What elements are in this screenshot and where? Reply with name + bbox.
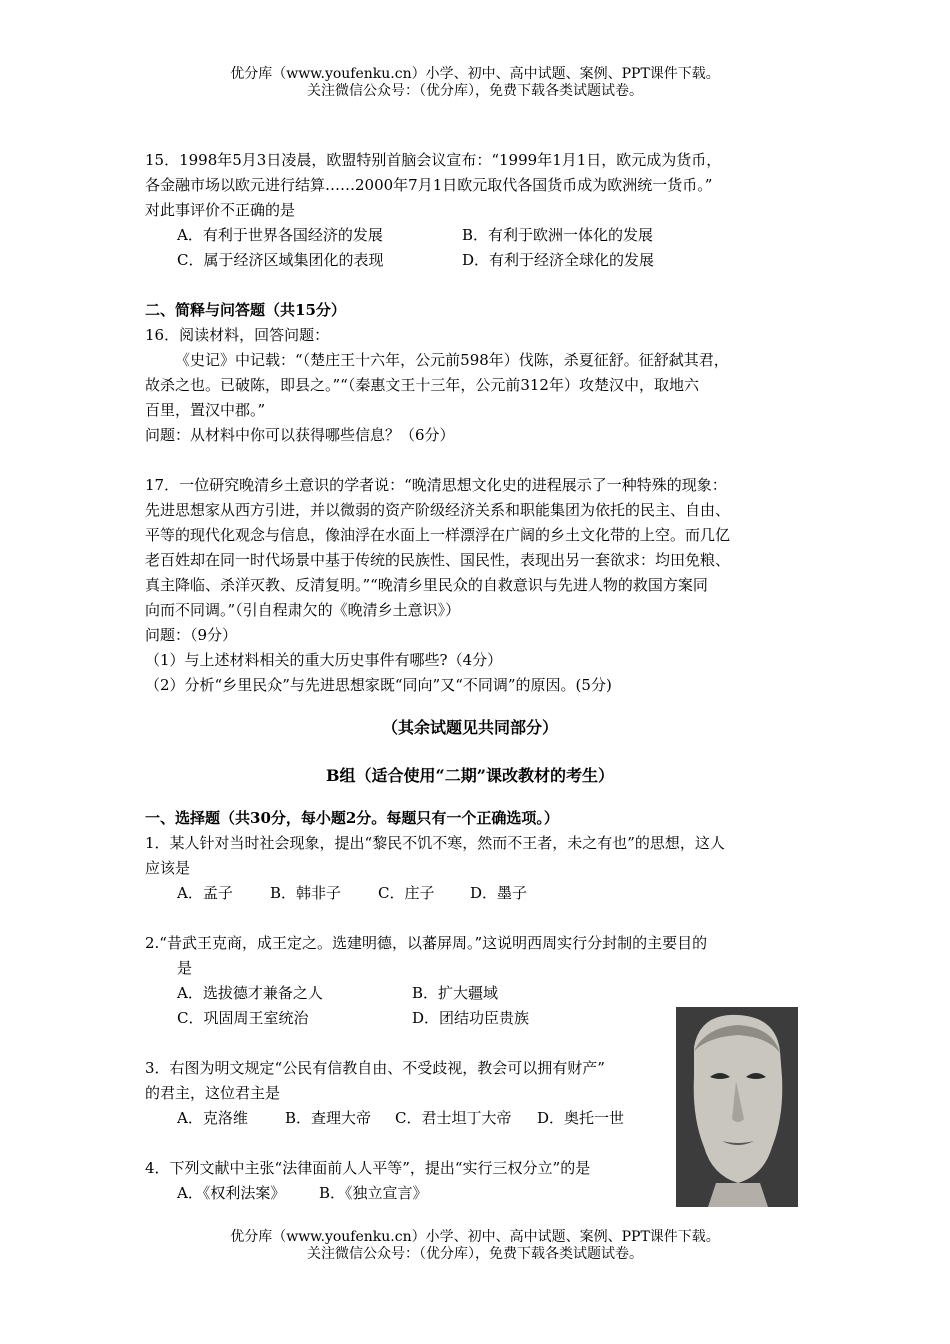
option-a: A．选拔德才兼备之人 [177, 984, 323, 1002]
option-b: B．查理大帝 [285, 1109, 372, 1127]
option-a: A．《权利法案》 [177, 1184, 286, 1202]
option-row [145, 248, 815, 273]
question-text: 是 [177, 959, 193, 977]
option-a: A．孟子 [177, 884, 233, 902]
question-text: 4．下列文献中主张“法律面前人人平等”，提出“实行三权分立”的是 [145, 1159, 591, 1177]
footer-line-1: 优分库（www.youfenku.cn）小学、初中、高中试题、案例、PPT课件下载。 [230, 1229, 720, 1245]
remaining-note: （其余试题见共同部分） [381, 718, 558, 737]
question-text: 3．右图为明文规定“公民有信教自由、不受歧视，教会可以拥有财产” [145, 1059, 605, 1077]
question-text: 2.“昔武王克商，成王定之。选建明德，以蕃屏周。”这说明西周实行分封制的主要目的 [145, 934, 708, 952]
material-text: 故杀之也。已破陈，即县之。”“（秦惠文王十三年，公元前312年）攻楚汉中，取地六 [145, 376, 699, 394]
option-b: B．《独立宣言》 [319, 1184, 428, 1202]
option-b: B．有利于欧洲一体化的发展 [462, 226, 654, 244]
statue-head-picture [676, 1007, 798, 1207]
group-b-title: B组（适合使用“二期”课改教材的考生） [326, 766, 614, 785]
option-c: C．君士坦丁大帝 [395, 1109, 512, 1127]
option-c: C．庄子 [378, 884, 435, 902]
sub-question: （2）分析“乡里民众”与先进思想家既“同向”又“不同调”的原因。(5分) [145, 676, 612, 694]
question-prompt: 问题：从材料中你可以获得哪些信息？（6分） [145, 426, 455, 444]
question-text: 应该是 [145, 859, 191, 877]
question-text: 对此事评价不正确的是 [145, 201, 296, 219]
option-row [145, 981, 815, 1006]
sub-question: （1）与上述材料相关的重大历史事件有哪些?（4分） [145, 651, 503, 669]
question-b1 [145, 831, 815, 906]
question-15 [145, 148, 815, 273]
header-line-2: 关注微信公众号：（优分库），免费下载各类试题试卷。 [307, 83, 643, 99]
section-title: 二、简释与问答题（共15分） [145, 301, 346, 319]
option-d: D．有利于经济全球化的发展 [462, 251, 655, 269]
option-row [145, 223, 815, 248]
question-text: 16．阅读材料，回答问题： [145, 326, 330, 344]
question-text: 先进思想家从西方引进，并以微弱的资产阶级经济关系和职能集团为依托的民主、自由、 [145, 501, 731, 519]
option-c: C．巩固周王室统治 [177, 1009, 309, 1027]
question-text: 1．某人针对当时社会现象，提出“黎民不饥不寒，然而不王者，未之有也”的思想，这人 [145, 834, 725, 852]
page-header [0, 66, 950, 100]
option-d: D．奥托一世 [537, 1109, 625, 1127]
option-b: B．韩非子 [270, 884, 342, 902]
material-text: 百里，置汉中郡。” [145, 401, 266, 419]
question-text: 平等的现代化观念与信息，像油浮在水面上一样漂浮在广阔的乡土文化带的上空。而几亿 [145, 526, 731, 544]
question-text: 的君主，这位君主是 [145, 1084, 281, 1102]
emperor-statue-image [676, 1007, 798, 1207]
page-footer [0, 1229, 950, 1263]
option-c: C．属于经济区域集团化的表现 [177, 251, 384, 269]
question-17 [145, 473, 815, 698]
header-line-1: 优分库（www.youfenku.cn）小学、初中、高中试题、案例、PPT课件下载。 [230, 66, 720, 82]
section-title: 一、选择题（共30分，每小题2分。每题只有一个正确选项。） [145, 809, 559, 827]
option-d: D．墨子 [470, 884, 528, 902]
question-prompt: 问题：（9分） [145, 626, 238, 644]
material-text: 《史记》中记载：“（楚庄王十六年，公元前598年）伐陈，杀夏征舒。征舒弑其君， [175, 351, 729, 369]
option-a: A．有利于世界各国经济的发展 [177, 226, 383, 244]
option-d: D．团结功臣贵族 [412, 1009, 530, 1027]
option-b: B．扩大疆域 [412, 984, 499, 1002]
question-text: 17．一位研究晚清乡土意识的学者说：“晚清思想文化史的进程展示了一种特殊的现象： [145, 476, 727, 494]
question-text: 真主降临、杀洋灭教、反清复明。”“晚清乡里民众的自救意识与先进人物的救国方案同 [145, 576, 708, 594]
option-row [145, 881, 815, 906]
question-text: 各金融市场以欧元进行结算……2000年7月1日欧元取代各国货币成为欧洲统一货币。” [145, 176, 713, 194]
option-a: A．克洛维 [177, 1109, 248, 1127]
question-text: 老百姓却在同一时代场景中基于传统的民族性、国民性，表现出另一套欲求：均田免粮、 [145, 551, 731, 569]
question-text: 向而不同调。”（引自程肃欠的《晚清乡土意识》） [145, 601, 461, 619]
question-text: 15．1998年5月3日凌晨，欧盟特别首脑会议宣布：“1999年1月1日，欧元成为货币， [145, 151, 722, 169]
footer-line-2: 关注微信公众号：（优分库），免费下载各类试题试卷。 [307, 1246, 643, 1262]
question-16 [145, 323, 815, 448]
